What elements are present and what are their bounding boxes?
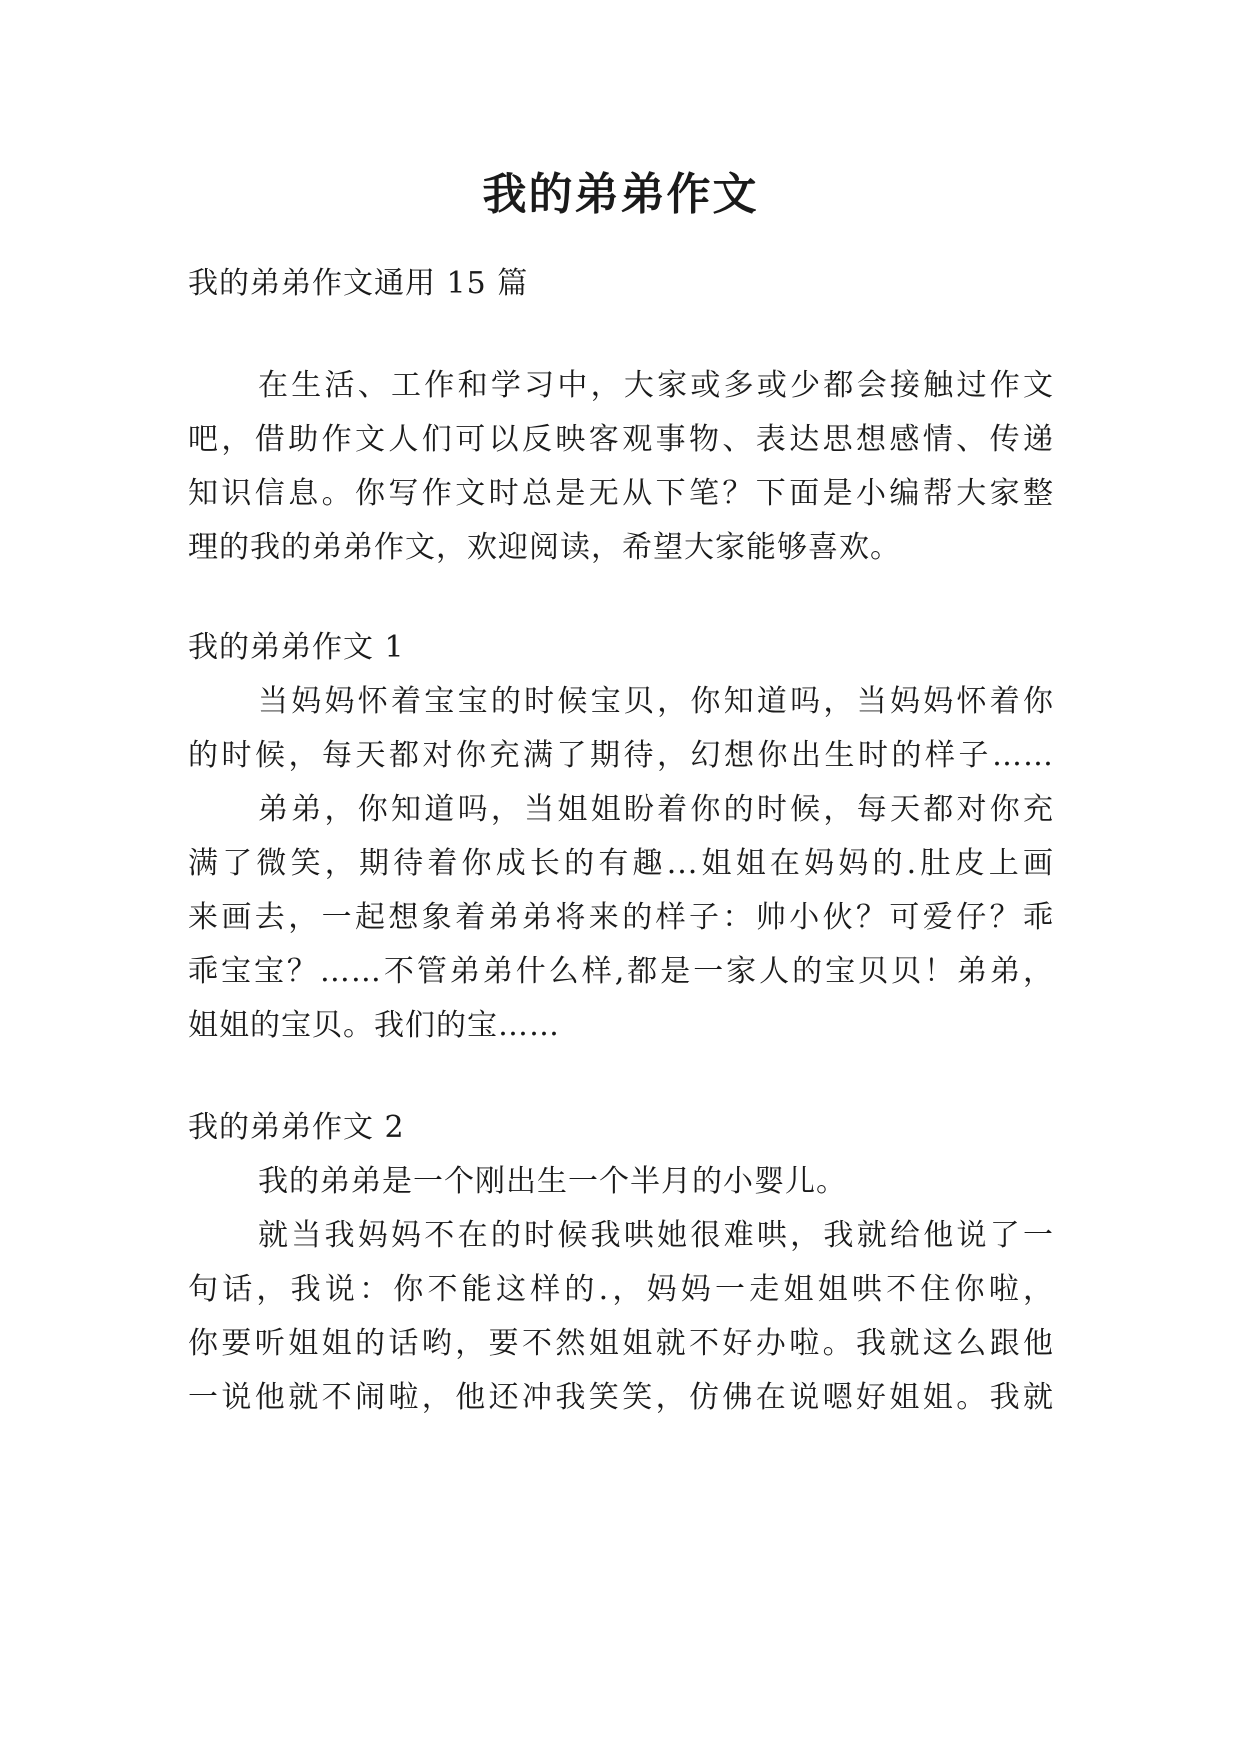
section-line: 一说他就不闹啦，他还冲我笑笑，仿佛在说嗯好姐姐。我就 [188, 1380, 1054, 1415]
section-line: 当妈妈怀着宝宝的时候宝贝，你知道吗，当妈妈怀着你 [258, 684, 1054, 719]
section-heading: 我的弟弟作文 2 [188, 1110, 405, 1145]
section-heading: 我的弟弟作文 1 [188, 630, 405, 665]
section-line: 来画去，一起想象着弟弟将来的样子：帅小伙？可爱仔？乖 [188, 900, 1054, 935]
section-line: 满了微笑，期待着你成长的有趣...姐姐在妈妈的.肚皮上画 [188, 846, 1054, 881]
intro-line: 在生活、工作和学习中，大家或多或少都会接触过作文 [258, 368, 1054, 403]
intro-line: 理的我的弟弟作文，欢迎阅读，希望大家能够喜欢。 [188, 530, 901, 565]
section-line: 你要听姐姐的话哟，要不然姐姐就不好办啦。我就这么跟他 [188, 1326, 1054, 1361]
section-line: 姐姐的宝贝。我们的宝…… [188, 1008, 560, 1043]
section-line: 弟弟，你知道吗，当姐姐盼着你的时候，每天都对你充 [258, 792, 1054, 827]
section-line: 句话，我说：你不能这样的.，妈妈一走姐姐哄不住你啦， [188, 1272, 1054, 1307]
document-subtitle: 我的弟弟作文通用 15 篇 [188, 266, 529, 301]
document-title: 我的弟弟作文 [482, 169, 759, 220]
section-line: 我的弟弟是一个刚出生一个半月的小婴儿。 [258, 1164, 847, 1199]
intro-line: 知识信息。你写作文时总是无从下笔？下面是小编帮大家整 [188, 476, 1054, 511]
intro-line: 吧，借助作文人们可以反映客观事物、表达思想感情、传递 [188, 422, 1054, 457]
section-line: 就当我妈妈不在的时候我哄她很难哄，我就给他说了一 [258, 1218, 1054, 1253]
section-line: 的时候，每天都对你充满了期待，幻想你出生时的样子…… [188, 738, 1054, 773]
section-line: 乖宝宝？……不管弟弟什么样,都是一家人的宝贝贝！弟弟， [188, 954, 1054, 989]
